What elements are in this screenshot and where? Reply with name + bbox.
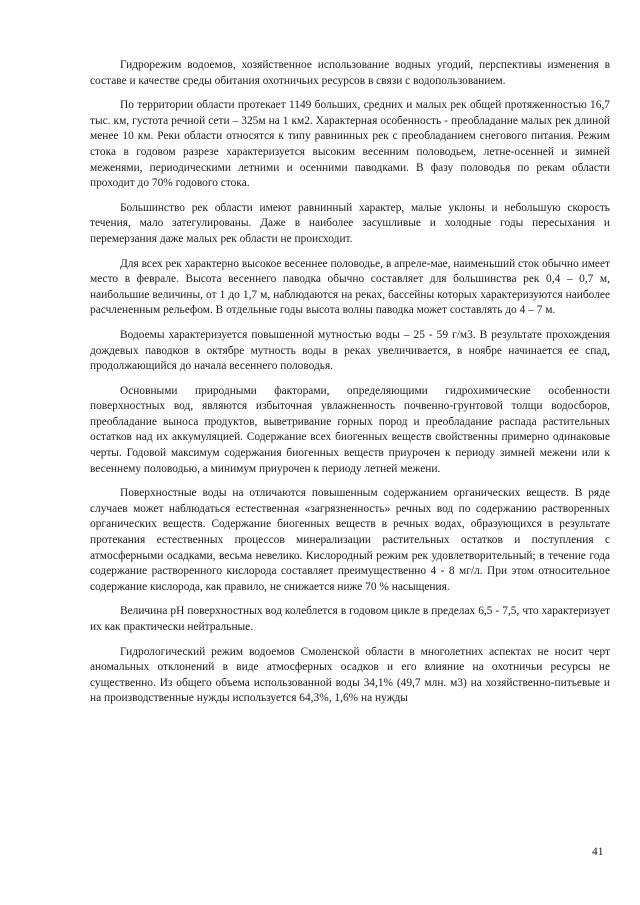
- paragraph-1: Гидрорежим водоемов, хозяйственное использование водных угодий, перспективы изменения в составе и качестве среды обитания охотничьих ресурсов в связи с водопользованием.: [90, 59, 610, 87]
- paragraph-5: Водоемы характеризуется повышенной мутностью воды – 25 - 59 г/м3. В результате прохождения дождевых паводков в октябре мутность воды в реках увеличивается, в ноябре начинается ее спад, продолжающийся до начала весеннего половодья.: [90, 328, 610, 373]
- page-number: 41: [592, 846, 604, 858]
- paragraph-8: Величина pH поверхностных вод колеблется в годовом цикле в пределах 6,5 - 7,5, что характеризует их как практически нейтральные.: [90, 605, 610, 633]
- paragraph-7: Поверхностные воды на отличаются повышенным содержанием органических веществ. В ряде случаев может наблюдаться естественная «загрязненность» речных вод по содержанию растворенных органических веществ. Содержание биогенных веществ в речных водах, образующихся в результате протекания естественных процессов минерализации растительных остатков и поступления с атмосферными осадками, весьма невелико. Кислородный режим рек удовлетворительный; в течение года содержание растворенного кислорода составляет преимущественно 4 - 8 мг/л. При этом относительное содержание кислорода, как правило, не снижается ниже 70 % насыщения.: [90, 487, 610, 593]
- paragraph-9: Гидрологический режим водоемов Смоленской области в многолетних аспектах не носит черт аномальных отклонений в виде атмосферных осадков и его влияние на охотничьи ресурсы не существенно. Из общего объема использованной воды 34,1% (49,7 млн. м3) на хозяйственно-питьевые и на производственные нужды используется 64,3%, 1,6% на нужды: [90, 645, 610, 705]
- paragraph-2: По территории области протекает 1149 больших, средних и малых рек общей протяженностью 16,7 тыс. км, густота речной сети – 325м на 1 км2. Характерная особенность - преобладание малых рек длиной менее 10 км. Реки области относятся к типу равнинных рек с преобладанием снегового питания. Режим стока в годовом разрезе характеризуется высоким весенним половодьем, летне-осенней и зимней меженями, периодическими летними и осенними паводками. В фазу половодья по рекам области проходит до 70% годового стока.: [90, 99, 610, 190]
- paragraph-3: Большинство рек области имеют равнинный характер, малые уклоны и небольшую скорость течения, мало затегулированы. Даже в наиболее засушливые и холодные годы пересыхания и перемерзания даже малых рек области не происходит.: [90, 201, 610, 245]
- paragraph-6: Основными природными факторами, определяющими гидрохимические особенности поверхностных вод, являются избыточная увлажненность почвенно-грунтовой толщи водосборов, преобладание выноса продуктов, выветривание горных пород и преобладание распада растительных остатков над их аккумуляцией. Содержание всех биогенных веществ свойственны примерно одинаковые черты. Годовой максимум содержания биогенных веществ приурочен к периоду зимней межени или к весеннему половодью, а минимум приурочен к периоду летней межени.: [90, 384, 610, 475]
- paragraph-4: Для всех рек характерно высокое весеннее половодье, в апреле-мае, наименьший сток обычно имеет место в феврале. Высота весеннего паводка обычно составляет для большинства рек 0,4 – 0,7 м, наибольшие величины, от 1 до 1,7 м, наблюдаются на реках, бассейны которых характеризуются наиболее расчлененным рельефом. В отдельные годы высота волны паводка может составлять до 4 – 7 м.: [90, 257, 610, 317]
- document-body: [90, 58, 610, 716]
